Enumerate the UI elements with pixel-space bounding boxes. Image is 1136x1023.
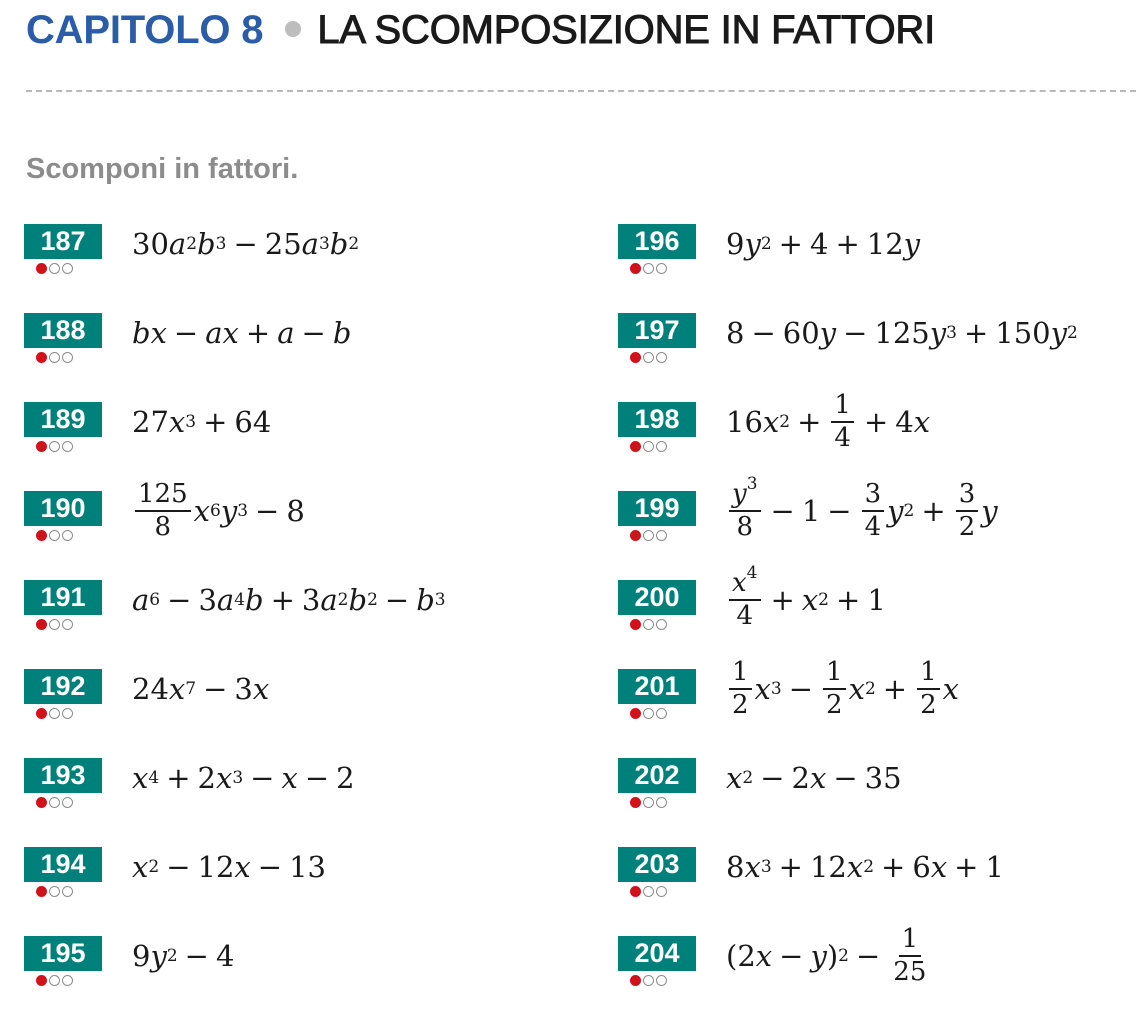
difficulty-filled-icon <box>36 352 47 363</box>
exercise-204 <box>618 924 1136 1023</box>
difficulty-filled-icon <box>36 975 47 986</box>
exercise-expression: 9 y 2 − 4 <box>132 939 235 973</box>
exercise-expression: bx − ax + a − b <box>132 316 352 350</box>
exercise-expression: 27 x 3 + 64 <box>132 405 272 439</box>
exercise-expression: $\frac{125}{8}$ x 6 y 3 − 8 <box>132 487 305 535</box>
chapter-title: LA SCOMPOSIZIONE IN FATTORI <box>317 8 935 52</box>
exercise-expression: 16 x 2 + $\frac{1}{4}$ + 4 x <box>726 390 931 453</box>
difficulty-empty-icon <box>49 441 60 452</box>
difficulty-indicator <box>630 619 667 633</box>
difficulty-filled-icon <box>36 263 47 274</box>
exercise-number-badge: 203 <box>618 847 696 882</box>
exercise-number-badge: 198 <box>618 402 696 437</box>
exercise-expression: 24 x 7 − 3 x <box>132 672 270 706</box>
difficulty-indicator <box>36 530 73 544</box>
difficulty-indicator <box>630 886 667 900</box>
difficulty-empty-icon <box>643 352 654 363</box>
difficulty-empty-icon <box>643 441 654 452</box>
difficulty-empty-icon <box>656 708 667 719</box>
exercise-number-badge: 194 <box>24 847 102 882</box>
exercise-190 <box>24 479 544 578</box>
difficulty-filled-icon <box>36 797 47 808</box>
difficulty-filled-icon <box>630 975 641 986</box>
difficulty-empty-icon <box>643 530 654 541</box>
exercise-number-badge: 204 <box>618 936 696 971</box>
exercise-number-badge: 193 <box>24 758 102 793</box>
exercise-196 <box>618 222 1136 311</box>
exercise-expression: $\frac{y^3}{8}$ − 1 − $\frac{3}{4}$ y 2 + $\frac{3}{2}$ y <box>726 487 998 535</box>
exercise-197 <box>618 311 1136 400</box>
difficulty-empty-icon <box>656 975 667 986</box>
difficulty-empty-icon <box>656 263 667 274</box>
difficulty-empty-icon <box>62 441 73 452</box>
exercise-expression: x 2 − 2 x − 35 <box>726 761 902 795</box>
difficulty-indicator <box>36 619 73 633</box>
exercise-195 <box>24 934 544 1023</box>
difficulty-indicator <box>36 797 73 811</box>
difficulty-empty-icon <box>62 975 73 986</box>
difficulty-empty-icon <box>49 352 60 363</box>
difficulty-empty-icon <box>49 975 60 986</box>
difficulty-empty-icon <box>49 530 60 541</box>
exercise-expression: 8 x 3 + 12 x 2 + 6 x + 1 <box>726 850 1004 884</box>
exercise-expression: a 6 − 3 a 4 b + 3 a 2 b 2 − b 3 <box>132 583 446 617</box>
exercise-number-badge: 188 <box>24 313 102 348</box>
difficulty-indicator <box>36 263 73 277</box>
difficulty-indicator <box>36 886 73 900</box>
difficulty-empty-icon <box>62 352 73 363</box>
difficulty-filled-icon <box>630 263 641 274</box>
difficulty-empty-icon <box>643 619 654 630</box>
difficulty-indicator <box>36 441 73 455</box>
exercise-193 <box>24 756 544 845</box>
exercise-199 <box>618 474 1136 578</box>
difficulty-empty-icon <box>643 263 654 274</box>
exercise-number-badge: 190 <box>24 491 102 526</box>
difficulty-filled-icon <box>630 797 641 808</box>
difficulty-indicator <box>630 441 667 455</box>
exercise-189 <box>24 400 544 489</box>
instruction: Scomponi in fattori. <box>26 153 299 185</box>
exercise-191 <box>24 578 544 667</box>
difficulty-indicator <box>36 708 73 722</box>
difficulty-empty-icon <box>62 797 73 808</box>
exercise-number-badge: 192 <box>24 669 102 704</box>
difficulty-filled-icon <box>36 530 47 541</box>
difficulty-indicator <box>630 263 667 277</box>
exercise-200 <box>618 563 1136 667</box>
exercise-column-left <box>24 222 544 1023</box>
difficulty-empty-icon <box>643 708 654 719</box>
exercise-188 <box>24 311 544 400</box>
exercise-expression: (2 x − y ) 2 − $\frac{1}{25}$ <box>726 924 927 987</box>
exercise-number-badge: 196 <box>618 224 696 259</box>
difficulty-empty-icon <box>656 441 667 452</box>
difficulty-empty-icon <box>656 797 667 808</box>
exercise-expression: x 4 + 2 x 3 − x − 2 <box>132 761 355 795</box>
exercise-203 <box>618 845 1136 934</box>
exercise-201 <box>618 657 1136 756</box>
difficulty-empty-icon <box>643 886 654 897</box>
exercise-number-badge: 200 <box>618 580 696 615</box>
exercise-expression: 9 y 2 + 4 + 12 y <box>726 227 921 261</box>
difficulty-empty-icon <box>62 619 73 630</box>
difficulty-filled-icon <box>630 619 641 630</box>
difficulty-filled-icon <box>36 886 47 897</box>
exercise-number-badge: 199 <box>618 491 696 526</box>
exercise-198 <box>618 390 1136 489</box>
difficulty-filled-icon <box>630 352 641 363</box>
difficulty-empty-icon <box>49 886 60 897</box>
difficulty-empty-icon <box>62 530 73 541</box>
difficulty-empty-icon <box>49 263 60 274</box>
exercise-202 <box>618 756 1136 845</box>
exercise-expression: $\frac{x^4}{4}$ + x 2 + 1 <box>726 576 886 624</box>
chapter-number: CAPITOLO 8 <box>26 8 264 52</box>
exercise-192 <box>24 667 544 756</box>
difficulty-empty-icon <box>62 886 73 897</box>
exercise-expression: $\frac{1}{2}$ x 3 − $\frac{1}{2}$ x 2 + $\frac{1}{2}$ x <box>726 665 959 713</box>
difficulty-empty-icon <box>656 352 667 363</box>
difficulty-filled-icon <box>36 441 47 452</box>
difficulty-indicator <box>630 708 667 722</box>
difficulty-filled-icon <box>36 619 47 630</box>
exercise-number-badge: 187 <box>24 224 102 259</box>
difficulty-indicator <box>630 530 667 544</box>
exercise-expression: 30 a 2 b 3 − 25 a 3 b 2 <box>132 227 360 261</box>
difficulty-empty-icon <box>656 619 667 630</box>
exercise-expression: 8 − 60 y − 125 y 3 + 150 y 2 <box>726 316 1078 350</box>
difficulty-filled-icon <box>630 708 641 719</box>
difficulty-filled-icon <box>630 886 641 897</box>
exercise-194 <box>24 845 544 934</box>
difficulty-filled-icon <box>36 708 47 719</box>
exercise-expression: x 2 − 12 x − 13 <box>132 850 326 884</box>
difficulty-indicator <box>36 975 73 989</box>
separator-dot-icon <box>285 21 301 37</box>
difficulty-empty-icon <box>62 708 73 719</box>
difficulty-indicator <box>36 352 73 366</box>
dashed-divider <box>26 90 1136 92</box>
difficulty-empty-icon <box>49 797 60 808</box>
exercise-number-badge: 189 <box>24 402 102 437</box>
exercise-number-badge: 201 <box>618 669 696 704</box>
exercise-187 <box>24 222 544 311</box>
exercise-number-badge: 197 <box>618 313 696 348</box>
difficulty-indicator <box>630 352 667 366</box>
exercise-column-right <box>618 222 1136 1023</box>
difficulty-empty-icon <box>656 886 667 897</box>
difficulty-empty-icon <box>49 708 60 719</box>
chapter-header <box>26 8 935 53</box>
difficulty-indicator <box>630 975 667 989</box>
difficulty-empty-icon <box>643 797 654 808</box>
difficulty-empty-icon <box>49 619 60 630</box>
exercise-number-badge: 195 <box>24 936 102 971</box>
difficulty-indicator <box>630 797 667 811</box>
difficulty-empty-icon <box>656 530 667 541</box>
exercise-number-badge: 191 <box>24 580 102 615</box>
exercise-number-badge: 202 <box>618 758 696 793</box>
difficulty-filled-icon <box>630 441 641 452</box>
difficulty-filled-icon <box>630 530 641 541</box>
difficulty-empty-icon <box>62 263 73 274</box>
difficulty-empty-icon <box>643 975 654 986</box>
